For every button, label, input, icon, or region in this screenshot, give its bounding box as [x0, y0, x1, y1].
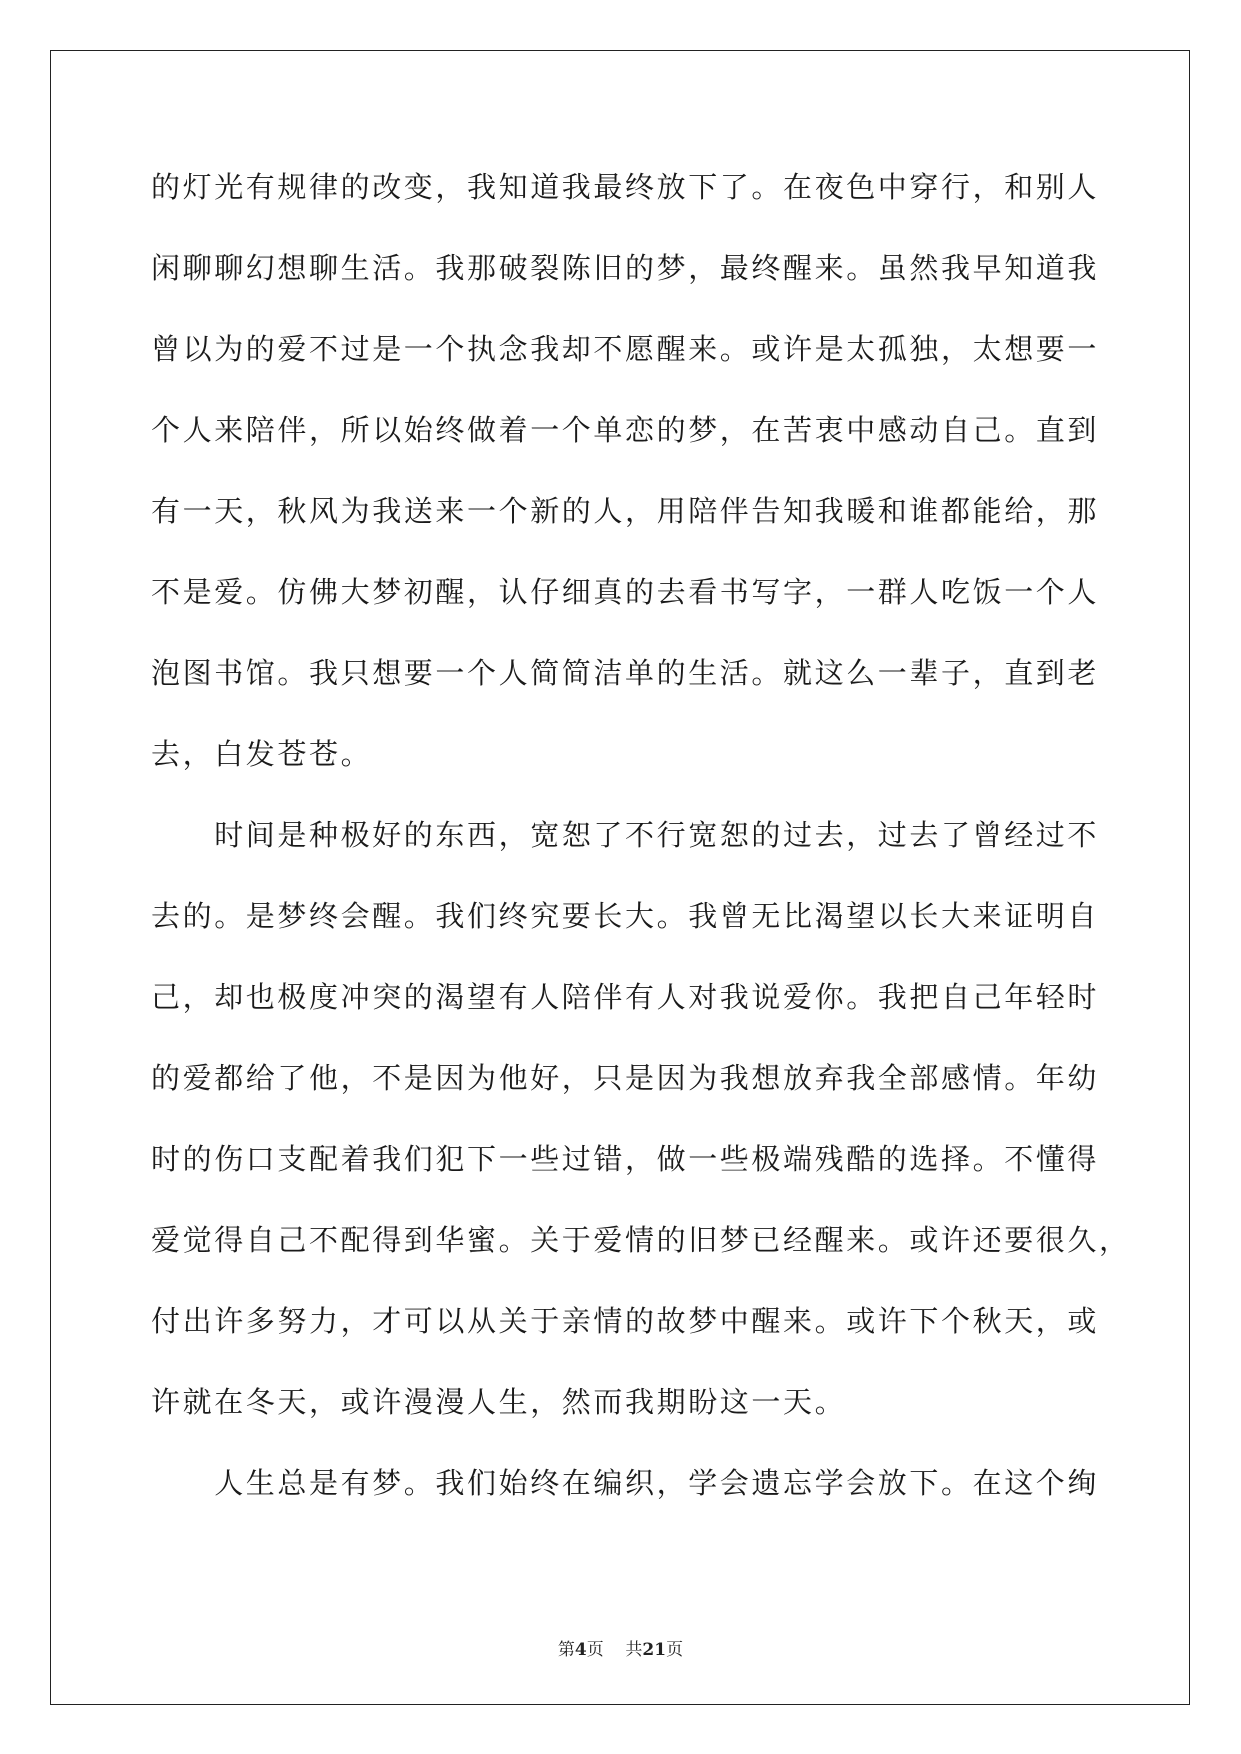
text-line: 去的。是梦终会醒。我们终究要长大。我曾无比渴望以长大来证明自 [151, 899, 1100, 933]
text-line: 许就在冬天，或许漫漫人生，然而我期盼这一天。 [151, 1385, 847, 1419]
text-line: 时的伤口支配着我们犯下一些过错，做一些极端残酷的选择。不懂得 [151, 1142, 1100, 1176]
text-line: 有一天，秋风为我送来一个新的人，用陪伴告知我暖和谁都能给，那 [151, 494, 1100, 528]
text-line: 不是爱。仿佛大梦初醒，认仔细真的去看书写字，一群人吃饭一个人 [151, 575, 1100, 609]
page-prefix: 第 [557, 1640, 575, 1660]
total-pages: 21 [642, 1640, 667, 1660]
text-line: 个人来陪伴，所以始终做着一个单恋的梦，在苦衷中感动自己。直到 [151, 413, 1100, 447]
text-line: 去，白发苍苍。 [151, 737, 373, 771]
text-line: 人生总是有梦。我们始终在编织，学会遗忘学会放下。在这个绚 [151, 1466, 1100, 1500]
text-line: 时间是种极好的东西，宽恕了不行宽恕的过去，过去了曾经过不 [151, 818, 1100, 852]
body-text [151, 160, 1131, 1537]
text-line: 闲聊聊幻想聊生活。我那破裂陈旧的梦，最终醒来。虽然我早知道我 [151, 251, 1100, 285]
text-line: 爱觉得自己不配得到华蜜。关于爱情的旧梦已经醒来。或许还要很久， [151, 1223, 1131, 1257]
text-line: 己，却也极度冲突的渴望有人陪伴有人对我说爱你。我把自己年轻时 [151, 980, 1100, 1014]
total-suffix: 页 [666, 1640, 684, 1660]
text-line: 的爱都给了他，不是因为他好，只是因为我想放弃我全部感情。年幼 [151, 1061, 1100, 1095]
text-line: 付出许多努力，才可以从关于亲情的故梦中醒来。或许下个秋天，或 [151, 1304, 1100, 1338]
total-prefix: 共 [625, 1640, 643, 1660]
page-suffix: 页 [586, 1640, 604, 1660]
text-line: 泡图书馆。我只想要一个人简简洁单的生活。就这么一辈子，直到老 [151, 656, 1100, 690]
text-line: 的灯光有规律的改变，我知道我最终放下了。在夜色中穿行，和别人 [151, 170, 1100, 204]
page-number: 4 [574, 1640, 587, 1660]
page-footer [0, 1635, 1241, 1660]
text-line: 曾以为的爱不过是一个执念我却不愿醒来。或许是太孤独，太想要一 [151, 332, 1100, 366]
